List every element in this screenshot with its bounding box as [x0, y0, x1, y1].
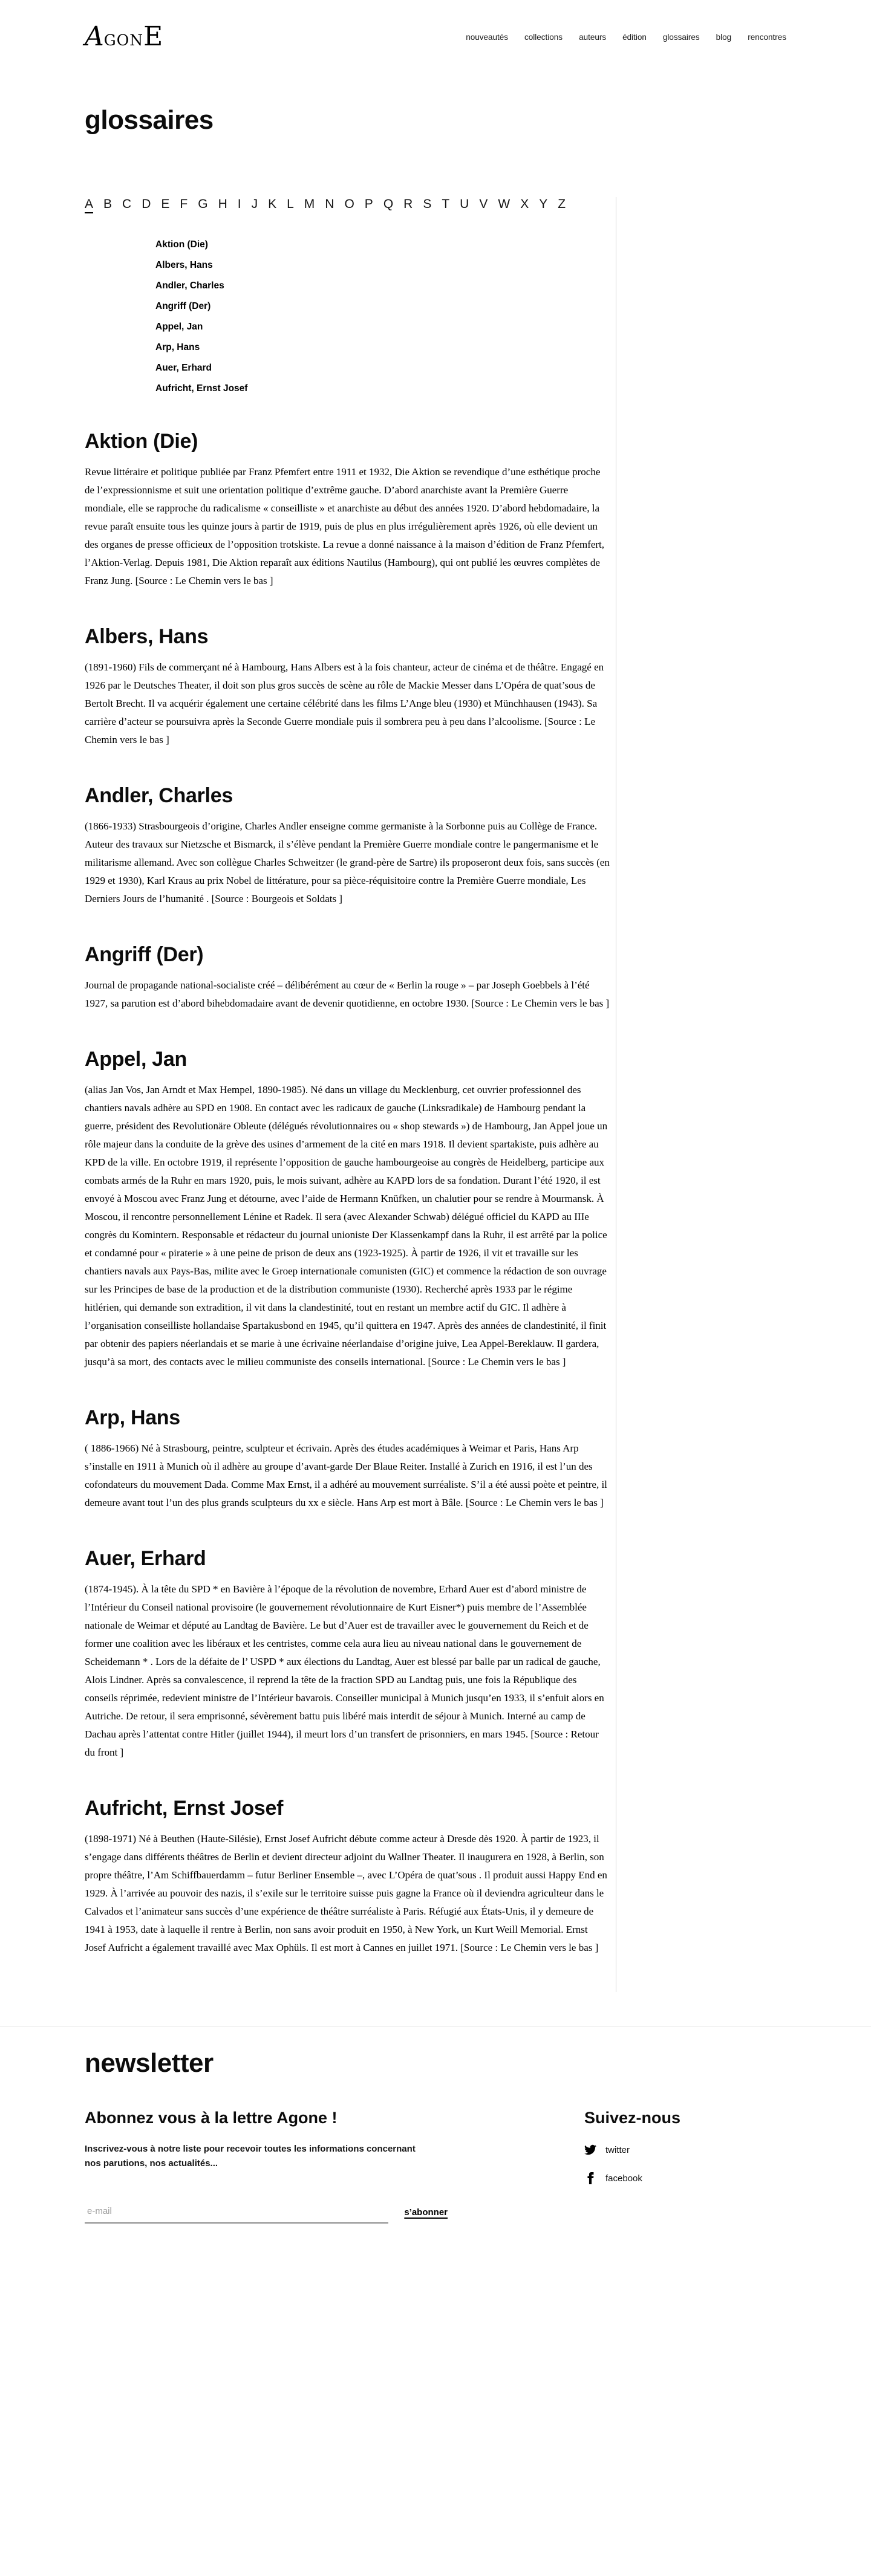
alphabet-letter[interactable]: P — [364, 197, 373, 211]
facebook-label: facebook — [605, 2173, 642, 2184]
glossary-entry-title: Auer, Erhard — [85, 1547, 206, 1570]
nav-item[interactable]: glossaires — [662, 32, 700, 42]
glossary-section — [85, 1797, 610, 1957]
entry-index-link[interactable]: Auer, Erhard — [155, 363, 212, 373]
alphabet-letter[interactable]: B — [103, 197, 113, 211]
alphabet-letter[interactable]: R — [403, 197, 413, 211]
entry-index-link[interactable]: Arp, Hans — [155, 342, 200, 352]
alphabet-letter[interactable]: W — [498, 197, 511, 211]
nav-item[interactable]: blog — [716, 32, 732, 42]
alphabet-letter[interactable]: D — [142, 197, 151, 211]
alphabet-letter[interactable]: N — [325, 197, 334, 211]
alphabet-letter[interactable]: A — [85, 197, 93, 213]
alphabet-letter[interactable]: C — [122, 197, 132, 211]
entry-index-link[interactable]: Appel, Jan — [155, 322, 203, 332]
glossary-content — [85, 197, 616, 1992]
alphabet-letter[interactable]: I — [237, 197, 241, 211]
email-row — [85, 2206, 448, 2224]
follow-heading: Suivez-nous — [584, 2109, 681, 2127]
alphabet-letter[interactable]: L — [287, 197, 294, 211]
glossary-entry-title: Albers, Hans — [85, 625, 209, 648]
entry-index-link[interactable]: Aktion (Die) — [155, 239, 208, 250]
glossary-entry-body: (1891-1960) Fils de commerçant né à Hambourg, Hans Albers est à la fois chanteur, acteur de cinéma et de théâtre. Engagé en 1926 par le Deutsches Theater, il doit son plus gros succès de scène au rôle de Mackie Messer dans L’Opéra de quat’sous de Bertolt Brecht. Il va acquérir également une certaine célébrité dans les films L’Ange bleu (1930) et Münchhausen (1943). Sa carrière d’acteur se poursuivra après la Seconde Guerre mondiale puis il sombrera peu à peu dans l’alcoolisme. [Source : Le Chemin vers le bas ] — [85, 661, 604, 745]
glossary-entry-title: Arp, Hans — [85, 1406, 180, 1429]
twitter-label: twitter — [605, 2144, 630, 2155]
subscribe-link[interactable]: s’abonner — [404, 2207, 448, 2218]
glossary-entry-body: (1874-1945). À la tête du SPD * en Bavière à l’époque de la révolution de novembre, Erhard Auer est d’abord ministre de l’Intérieur du Conseil national provisoire (le gouvernement révolutionnaire de Kurt Eisner*) puis membre de l’Assemblée nationale de Weimar et député au Landtag de Bavière. Le but d’Auer est de travailler avec le gouvernement du Reich et de former une coalition avec les libéraux et les centristes, comme cela aura lieu au niveau national dans le gouvernement de Scheidemann * . Lors de la défaite de l’ USPD * aux élections du Landtag, Auer est blessé par balle par un radical de gauche, Alois Lindner. Après sa convalescence, il reprend la tête de la fraction SPD au Landtag puis, une fois la République des conseils réprimée, redevient ministre de l’Intérieur bavarois. Conseiller municipal à Munich jusqu’en 1933, il s’enfuit alors en Autriche. De retour, il sera emprisonné, sévèrement battu puis libéré mais interdit de séjour à Munich. Interné au camp de Dachau après l’attentat contre Hitler (juillet 1944), il meurt lors d’un transfert de prisonniers, en mars 1945. [Source : Retour du front ] — [85, 1583, 604, 1758]
footer-columns — [85, 2109, 786, 2224]
alphabet-letter[interactable]: Z — [558, 197, 566, 211]
nav-item[interactable]: collections — [524, 32, 563, 42]
follow-column — [584, 2109, 786, 2224]
glossary-entry-body: ( 1886-1966) Né à Strasbourg, peintre, sculpteur et écrivain. Après des études académiques à Weimar et Paris, Hans Arp s’installe en 1911 à Munich où il adhère au groupe d’avant-garde Der Blaue Reiter. Installé à Zurich en 1916, il est l’un des cofondateurs du mouvement Dada. Comme Max Ernst, il a adhéré au mouvement surréaliste. S’il a été aussi poète et peintre, il demeure avant tout l’un des plus grands sculpteurs du xx e siècle. Hans Arp est mort à Bâle. [Source : Le Chemin vers le bas ] — [85, 1442, 607, 1508]
nav-item[interactable]: nouveautés — [466, 32, 509, 42]
subscribe-heading: Abonnez vous à la lettre Agone ! — [85, 2109, 338, 2127]
glossary-entry-title: Appel, Jan — [85, 1048, 187, 1071]
glossary-section — [85, 1547, 610, 1762]
glossary-entry-body: (alias Jan Vos, Jan Arndt et Max Hempel, 1890-1985). Né dans un village du Mecklenburg, cet ouvrier professionnel des chantiers navals adhère au SPD en 1908. En contact avec les radicaux de gauche (Linksradikale) de Hambourg pendant la guerre, président des Revolutionäre Obleute (délégués révolutionnaires ou « shop stewards ») de Hambourg, Jan Appel joue un rôle majeur dans la conduite de la grève des usines d’armement de la cité en mars 1918. Il devient spartakiste, puis adhère au KPD de la ville. En octobre 1919, il représente l’opposition de gauche hambourgeoise au congrès de Heidelberg, participe aux combats armés de la Ruhr en mars 1920, puis, le mois suivant, adhère au KAPD lors de sa fondation. Durant l’été 1920, il est envoyé à Moscou avec Franz Jung et détourne, avec l’aide de Hermann Knüfken, un chalutier pour se rendre à Mourmansk. À Moscou, il rencontre personnellement Lénine et Radek. Il sera (avec Alexander Schwab) délégué officiel du KAPD au IIIe congrès du Komintern. Responsable et rédacteur du journal unioniste Der Klassenkampf dans la Ruhr, il est arrêté par la police et condamné pour « piraterie » à une peine de prison de deux ans (1923-1925). À partir de 1926, il vit et travaille sur les chantiers navals aux Pays-Bas, milite avec le Groep internationale comunisten (GIC) et commence la rédaction de son ouvrage sur les Principes de base de la production et de la distribution communiste (1930). Recherché après 1933 par le régime hitlérien, qui demande son extradition, il vit dans la clandestinité, tout en restant un membre actif du GIC. Il adhère à l’organisation conseilliste hollandaise Spartakusbond en 1945, qu’il quittera en 1947. Après des années de clandestinité, il finit par obtenir des papiers néerlandais et se marie à une écrivaine néerlandaise d’origine juive, Lea Appel-Bereklauw. Il gardera, jusqu’à sa mort, des contacts avec le milieu communiste des conseils international. [Source : Le Chemin vers le bas ] — [85, 1084, 608, 1367]
nav-item[interactable]: auteurs — [579, 32, 607, 42]
entry-index-link[interactable]: Angriff (Der) — [155, 301, 211, 311]
entry-index-link[interactable]: Albers, Hans — [155, 260, 213, 270]
facebook-icon — [584, 2172, 596, 2184]
glossary-entry-title: Aufricht, Ernst Josef — [85, 1797, 284, 1820]
glossary-sections — [85, 430, 610, 1957]
glossary-entry-title: Andler, Charles — [85, 784, 233, 807]
logo-letters-gon: GON — [103, 31, 144, 49]
glossary-entry-body: Revue littéraire et politique publiée par Franz Pfemfert entre 1911 et 1932, Die Aktion se revendique d’une esthétique proche de l’expressionnisme et suit une orientation politique d’extrême gauche. D’abord anarchiste avant la Première Guerre mondiale, elle se rapproche du radicalisme « conseilliste » et anarchiste au début des années 1920. D’abord hebdomadaire, la revue paraît ensuite tous les quinze jours à partir de 1919, puis de plus en plus irrégulièrement après 1926, où elle devient un des organes de presse officieux de l’opposition trotskiste. La revue a donné naissance à la maison d’édition de Franz Pfemfert, l’Aktion-Verlag. Depuis 1981, Die Aktion reparaît aux éditions Nautilus (Hambourg), qui ont publié les œuvres complètes de Franz Jung. [Source : Le Chemin vers le bas ] — [85, 466, 605, 586]
glossary-section — [85, 430, 610, 590]
alphabet-letter[interactable]: M — [304, 197, 315, 211]
glossary-section — [85, 1406, 610, 1512]
site-header — [0, 0, 871, 58]
glossary-section — [85, 1048, 610, 1371]
email-input[interactable] — [85, 2206, 388, 2224]
page-title: glossaires — [85, 105, 214, 135]
alphabet-letter[interactable]: S — [423, 197, 432, 211]
subscribe-description: Inscrivez-vous à notre liste pour recevoir toutes les informations concernant nos parutions, nos actualités... — [85, 2144, 416, 2169]
alphabet-letter[interactable]: G — [198, 197, 208, 211]
alphabet-letter[interactable]: T — [442, 197, 450, 211]
alphabet-letter[interactable]: U — [460, 197, 469, 211]
entry-index-link[interactable]: Aufricht, Ernst Josef — [155, 383, 248, 394]
twitter-link[interactable] — [584, 2144, 786, 2156]
entry-index — [155, 239, 610, 395]
alphabet-letter[interactable]: K — [268, 197, 277, 211]
newsletter-footer — [0, 2026, 871, 2266]
newsletter-title: newsletter — [85, 2048, 214, 2078]
glossary-entry-body: (1866-1933) Strasbourgeois d’origine, Charles Andler enseigne comme germaniste à la Sorbonne puis au Collège de France. Auteur des travaux sur Nietzsche et Bismarck, il s’élève pendant la Première Guerre mondiale contre le pangermanisme et le militarisme allemand. Avec son collègue Charles Schweitzer (le grand-père de Sartre) ils proposeront deux fois, sans succès (en 1929 et 1930), Karl Kraus au prix Nobel de littérature, pour sa pièce-réquisitoire contre la Première Guerre mondiale, Les Derniers Jours de l’humanité . [Source : Bourgeois et Soldats ] — [85, 820, 610, 904]
alphabet-letter[interactable]: E — [161, 197, 170, 211]
logo-letter-a: A — [85, 21, 104, 52]
alphabet-letter[interactable]: H — [218, 197, 227, 211]
logo-letter-e: E — [143, 21, 163, 52]
alphabet-letter[interactable]: O — [344, 197, 354, 211]
glossary-entry-body: (1898-1971) Né à Beuthen (Haute-Silésie), Ernst Josef Aufricht débute comme acteur à Dresde dès 1920. À partir de 1923, il s’engage dans différents théâtres de Berlin et devient directeur adjoint du Wallner Theater. Il inaugurera en 1928, à Berlin, son propre théâtre, l’Am Schiffbauerdamm – futur Berliner Ensemble –, avec L’Opéra de quat’sous . Il produit aussi Happy End en 1929. À l’arrivée au pouvoir des nazis, il s’exile sur le territoire suisse puis gagne la France où il deviendra agriculteur dans le Calvados et l’animateur sans succès d’une expérience de théâtre surréaliste à Paris. Réfugié aux États-Unis, il y demeure de 1941 à 1953, date à laquelle il rentre à Berlin, non sans avoir produit en 1950, à New York, un Kurt Weill Memorial. Ernst Josef Aufricht a également travaillé avec Max Ophüls. Il est mort à Cannes en juillet 1971. [Source : Le Chemin vers le bas ] — [85, 1833, 607, 1953]
agone-logo[interactable] — [85, 21, 163, 52]
alphabet-letter[interactable]: Q — [383, 197, 394, 211]
facebook-link[interactable] — [584, 2172, 786, 2184]
main-nav — [466, 33, 786, 42]
alphabet-nav — [85, 197, 610, 213]
nav-item[interactable]: rencontres — [748, 32, 786, 42]
glossary-entry-title: Angriff (Der) — [85, 943, 204, 966]
alphabet-letter[interactable]: Y — [539, 197, 548, 211]
alphabet-letter[interactable]: X — [520, 197, 529, 211]
glossary-entry-body: Journal de propagande national-socialiste créé – délibérément au cœur de « Berlin la rouge » – par Joseph Goebbels à l’été 1927, sa parution est d’abord bihebdomadaire avant de devenir quotidienne, en octobre 1930. [Source : Le Chemin vers le bas ] — [85, 979, 610, 1009]
glossary-section — [85, 943, 610, 1013]
glossary-section — [85, 784, 610, 908]
entry-index-link[interactable]: Andler, Charles — [155, 281, 224, 291]
nav-item[interactable]: édition — [622, 32, 647, 42]
subscribe-column — [85, 2109, 448, 2224]
twitter-icon — [584, 2144, 596, 2156]
glossary-section — [85, 625, 610, 749]
alphabet-letter[interactable]: F — [180, 197, 188, 211]
alphabet-letter[interactable]: V — [479, 197, 488, 211]
alphabet-letter[interactable]: J — [251, 197, 258, 211]
glossary-entry-title: Aktion (Die) — [85, 430, 198, 453]
